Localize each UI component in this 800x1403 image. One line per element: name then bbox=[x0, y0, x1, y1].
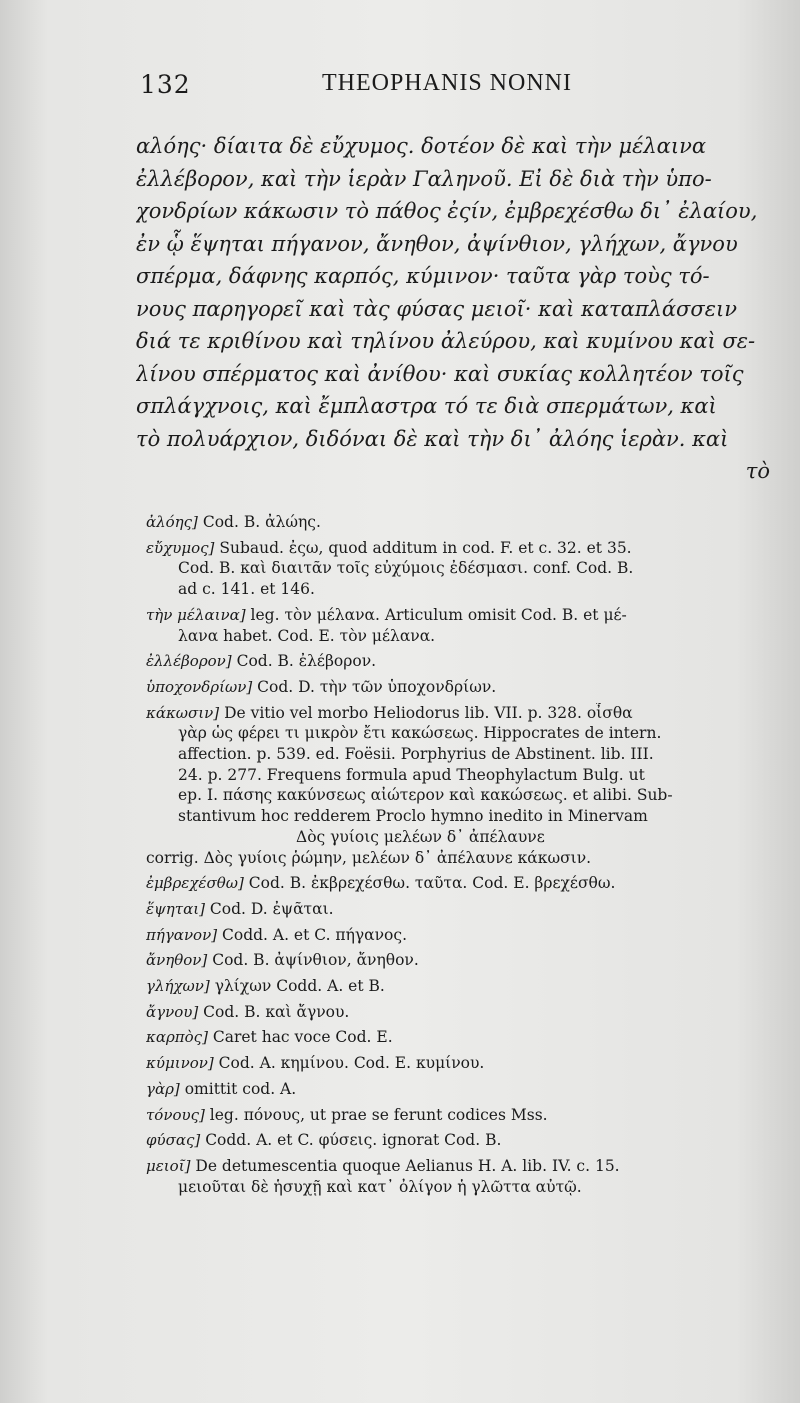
footnote bbox=[146, 677, 786, 698]
footnote bbox=[146, 538, 786, 600]
note-text: 24. p. 277. Frequens formula apud Theophylactum Bulg. ut bbox=[178, 765, 645, 784]
main-text-line: νους παρηγορεῖ καὶ τὰς φύσας μειοῖ· καὶ καταπλάσσειν bbox=[136, 296, 737, 321]
note-text: Codd. A. et C. πήγανος. bbox=[222, 925, 407, 944]
note-lemma: τόνους] bbox=[146, 1105, 205, 1124]
note-text: Cod. D. τὴν τῶν ὑποχονδρίων. bbox=[257, 677, 497, 696]
note-text: stantivum hoc redderem Proclo hymno inedito in Minervam bbox=[178, 807, 648, 826]
footnote bbox=[146, 1053, 786, 1074]
main-text-line: διά τε κριθίνου καὶ τηλίνου ἀλεύρου, καὶ κυμίνου καὶ σε- bbox=[136, 329, 756, 353]
note-text: De detumescentia quoque Aelianus H. A. lib. IV. c. 15. bbox=[195, 1156, 620, 1175]
note-lemma: εὔχυμος] bbox=[146, 538, 215, 557]
note-text: Cod. B. ἐλέβορον. bbox=[236, 652, 377, 671]
note-text: Cod. B. καὶ ἄγνου. bbox=[203, 1002, 350, 1021]
running-title: THEOPHANIS NONNI bbox=[322, 70, 572, 96]
main-text-line: ἐν ᾧ ἕψηται πήγανον, ἄνηθον, ἀψίνθιον, γλήχων, ἄγνου bbox=[136, 231, 738, 256]
note-lemma: ἄγνου] bbox=[146, 1002, 199, 1021]
footnote bbox=[146, 1027, 786, 1048]
note-text: Cod. B. ἀλώης. bbox=[202, 513, 321, 531]
note-text: Subaud. ἐςω, quod additum in cod. F. et c. 32. et 35. bbox=[219, 538, 632, 557]
note-lemma: ἀλόης] bbox=[146, 513, 198, 531]
main-text-line: ἐλλέβορον, καὶ τὴν ἱερὰν Γαληνοῦ. Εἰ δὲ διὰ τὴν ὑπο- bbox=[136, 166, 712, 191]
note-text: Cod. A. κημίνου. Cod. E. κυμίνου. bbox=[218, 1054, 485, 1073]
footnote bbox=[146, 1156, 786, 1197]
note-lemma: μειοῖ] bbox=[146, 1156, 191, 1175]
footnote bbox=[146, 950, 786, 971]
note-text: Δὸς γυίοις μελέων δ᾽ ἀπέλαυνε bbox=[296, 827, 545, 846]
main-text-line: λίνου σπέρματος καὶ ἀνίθου· καὶ συκίας κολλητέον τοῖς bbox=[136, 361, 744, 386]
main-text-line: τὸ πολυάρχιον, διδόναι δὲ καὶ τὴν δι᾽ ἀλόης ἱερὰν. καὶ bbox=[136, 426, 729, 451]
note-lemma: γὰρ] bbox=[146, 1079, 180, 1098]
note-lemma: τὴν μέλαινα] bbox=[146, 605, 246, 624]
footnote bbox=[146, 899, 786, 920]
note-text: Cod. D. ἐψᾶται. bbox=[209, 899, 334, 918]
footnote bbox=[146, 1105, 786, 1126]
note-text: γὰρ ὡς φέρει τι μικρὸν ἔτι κακώσεως. Hippocrates de intern. bbox=[178, 724, 662, 743]
note-lemma: πήγανον] bbox=[146, 925, 218, 944]
note-text: De vitio vel morbo Heliodorus lib. VII. p. 328. οἶσθα bbox=[224, 703, 633, 722]
note-lemma: γλήχων] bbox=[146, 977, 210, 996]
main-text-line: σπλάγχνοις, καὶ ἔμπλαστρα τό τε διὰ σπερμάτων, καὶ bbox=[136, 394, 717, 418]
note-text: ad c. 141. et 146. bbox=[178, 580, 315, 599]
footnote bbox=[146, 976, 786, 997]
note-text: Codd. A. et C. φύσεις. ignorat Cod. B. bbox=[205, 1131, 502, 1150]
note-text: Cod. B. καὶ διαιτᾶν τοῖς εὐχύμοις ἐδέσμασι. conf. Cod. B. bbox=[178, 559, 634, 578]
note-text: leg. πόνους, ut prae se ferunt codices Mss. bbox=[209, 1105, 548, 1124]
note-lemma: ὑποχονδρίων] bbox=[146, 677, 253, 696]
footnote bbox=[146, 1079, 786, 1100]
footnote bbox=[146, 1002, 786, 1023]
note-text: Cod. B. ἐκβρεχέσθω. ταῦτα. Cod. E. βρεχέσθω. bbox=[248, 874, 616, 893]
note-text: γλίχων Codd. A. et B. bbox=[214, 977, 385, 996]
note-lemma: κάκωσιν] bbox=[146, 703, 220, 722]
page-header bbox=[140, 70, 760, 110]
note-lemma: ἕψηται] bbox=[146, 899, 205, 918]
note-text: λανα habet. Cod. E. τὸν μέλανα. bbox=[178, 626, 436, 645]
note-text: μειοῦται δὲ ἡσυχῇ καὶ κατ᾽ ὀλίγον ἡ γλῶττα αὐτῷ. bbox=[178, 1177, 582, 1196]
footnote bbox=[146, 651, 786, 672]
footnote bbox=[146, 873, 786, 894]
note-lemma: κύμινον] bbox=[146, 1054, 214, 1073]
note-text: omittit cod. A. bbox=[184, 1079, 297, 1098]
footnote bbox=[146, 512, 786, 533]
footnotes bbox=[146, 512, 786, 1202]
main-text-line: σπέρμα, δάφνης καρπός, κύμινον· ταῦτα γὰρ τοὺς τό- bbox=[136, 264, 710, 288]
main-text-line: χονδρίων κάκωσιν τὸ πάθος ἐςίν, ἐμβρεχέσθω δι᾽ ἐλαίου, bbox=[136, 199, 758, 223]
note-text: leg. τὸν μέλανα. Articulum omisit Cod. B. et μέ- bbox=[250, 605, 627, 624]
note-text: Cod. B. ἀψίνθιον, ἄνηθον. bbox=[212, 951, 419, 970]
note-text: affection. p. 539. ed. Foësii. Porphyrius de Abstinent. lib. III. bbox=[178, 745, 654, 764]
note-lemma: ἐλλέβορον] bbox=[146, 652, 232, 671]
footnote bbox=[146, 1130, 786, 1151]
main-text bbox=[136, 130, 776, 488]
catchword: τὸ bbox=[745, 459, 770, 483]
note-lemma: καρπὸς] bbox=[146, 1028, 208, 1047]
footnote bbox=[146, 605, 786, 646]
note-text: ep. I. πάσης κακύνσεως αἰώτερον καὶ κακώσεως. et alibi. Sub- bbox=[178, 786, 673, 805]
page-number: 132 bbox=[140, 70, 191, 99]
main-text-line: αλόης· δίαιτα δὲ εὔχυμος. δοτέον δὲ καὶ τὴν μέλαινα bbox=[136, 134, 707, 158]
footnote bbox=[146, 703, 786, 869]
note-lemma: ἐμβρεχέσθω] bbox=[146, 874, 244, 893]
note-text: corrig. Δὸς γυίοις ῥώμην, μελέων δ᾽ ἀπέλαυνε κάκωσιν. bbox=[146, 848, 592, 867]
footnote bbox=[146, 925, 786, 946]
note-lemma: ἄνηθον] bbox=[146, 951, 208, 970]
note-lemma: φύσας] bbox=[146, 1131, 201, 1150]
note-text: Caret hac voce Cod. E. bbox=[212, 1028, 393, 1047]
